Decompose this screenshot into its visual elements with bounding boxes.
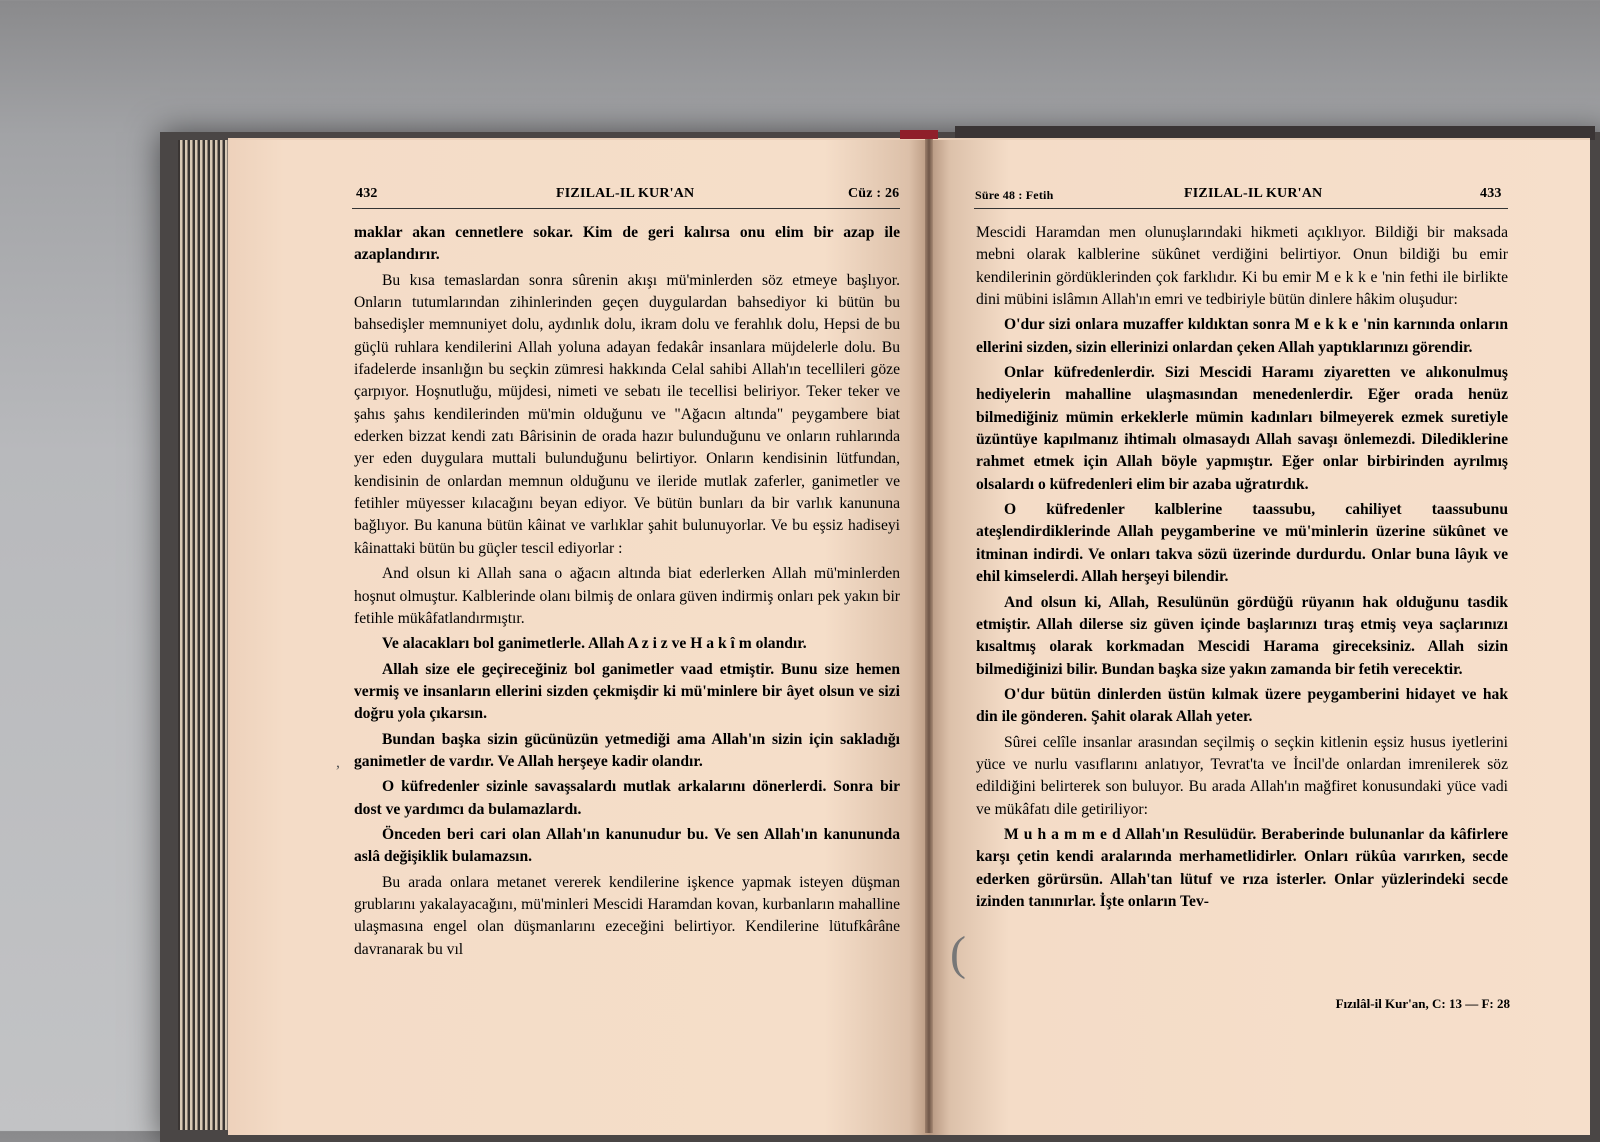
right-paragraph: Sûrei celîle insanlar arasından seçilmiş o seçkin kitlenin eşsiz husus iyetlerini yüce ve nurlu vasıflarını anlatıyor, Tevrat'ta ve İncil'de onlardan imrenilerek söz edildiğini belirterek son buluyor. Bu arada Allah'ın mağfiret konusundaki yüce vadi ve mükâfatı dile getiriliyor: <box>976 733 1508 818</box>
book-gutter <box>925 138 933 1133</box>
right-text-column <box>976 222 1508 913</box>
right-page-number: 433 <box>1480 186 1502 201</box>
left-juz-label: Cüz : 26 <box>848 186 900 201</box>
page-footer-signature: Fızılâl-il Kur'an, C: 13 — F: 28 <box>1335 996 1510 1011</box>
left-paragraph: Önceden beri cari olan Allah'ın kanunudur bu. Ve sen Allah'ın kanununda aslâ değişiklik bulamazsın. <box>354 825 900 866</box>
right-paragraph: And olsun ki, Allah, Resulünün gördüğü rüyanın hak olduğunu tasdik etmiştir. Allah dilerse siz güven içinde başlarınızı tıraş etmiş veya saçlarınızı kısaltmış olarak korkmadan Mescidi Harama gireceksiniz. Allah sizin bilmediğinizi bilir. Bundan başka size yakın zamanda bir fetih verecektir. <box>976 593 1508 678</box>
left-paragraph: Ve alacakları bol ganimetlerle. Allah A z i z ve H a k î m olandır. <box>382 635 807 653</box>
left-paragraph: And olsun ki Allah sana o ağacın altında biat ederlerken Allah mü'minlerden hoşnut olmuştur. Kalblerinde olanı bilmiş de onlara güven indirmiş onları pek yakın bir fetihle mükâfatlandırmıştır. <box>354 565 900 627</box>
page-edges <box>178 140 232 1130</box>
left-paragraph: Bundan başka sizin gücünüzün yetmediği ama Allah'ın sizin için sakladığı ganimetler de vardır. Ve Allah herşeye kadir olandır. <box>354 730 900 770</box>
right-paragraph: O'dur bütün dinlerden üstün kılmak üzere peygamberini hidayet ve hak din ile gönderen. Şahit olarak Allah yeter. <box>976 685 1508 726</box>
left-text-column <box>354 222 900 961</box>
right-paragraph: Mescidi Haramdan men olunuşlarındaki hikmeti açıklıyor. Bildiği bir maksada mebni olarak kalblerine sükûnet verdiğini belirtiyor. Onun bildiği bu emir kendilerinin gördüklerinden çok farklıdır. Ki bu emir M e k k e 'nin fethi ile birlikte dini mübini islâmın Allah'ın emri ve tedbiriyle bütün dinlere hâkim oluşudur: <box>976 224 1508 309</box>
right-paragraph: Onlar küfredenlerdir. Sizi Mescidi Haramı ziyaretten ve alıkonulmuş hediyelerin mahalline ulaşmasından menedenlerdir. Eğer orada henüz bilmediğiniz mümin erkeklerle mümin kadınları bilmeyerek ezmek suretiyle üzüntüye kapılmanız ihtimalı olmasaydı Allah savaşı önlemezdi. Dilediklerine rahmet etmek için Allah böyle yapmıştır. Eğer onlar birbirinden ayrılmış olsalardı o küfredenleri elim bir azaba uğratırdık. <box>976 364 1508 493</box>
left-running-title: FIZILAL-IL KUR'AN <box>556 186 695 201</box>
left-header-rule <box>352 208 900 209</box>
margin-mark: , <box>336 754 340 771</box>
left-page-number: 432 <box>356 186 378 201</box>
left-paragraph: maklar akan cennetlere sokar. Kim de geri kalırsa onu elim bir azap ile azaplandırır. <box>354 224 900 264</box>
left-paragraph: Allah size ele geçireceğiniz bol ganimetler vaad etmiştir. Bunu size hemen vermiş ve insanların ellerini sizden çekmişdir ki mü'minlere bir âyet olsun ve sizi doğru yola çıkarsın. <box>354 660 900 723</box>
right-header-rule <box>974 208 1508 209</box>
bookmark-ribbon <box>900 130 938 139</box>
right-running-title: FIZILAL-IL KUR'AN <box>1184 186 1323 201</box>
right-sure-label: Süre 48 : Fetih <box>975 188 1054 202</box>
left-paragraph: Bu kısa temaslardan sonra sûrenin akışı mü'minlerden söz etmeye başlıyor. Onların tutumlarından zihinlerinden geçen duygulardan bahsediyor ki bütün bu bahsedişler memnuniyet dolu, aydınlık dolu, ikram dolu ve ferahlık dolu, Hepsi de bu güçlü ruhlara kendilerini Allah yoluna adayan fedakâr insanlara müjdelerle dolu. Bu ifadelerde insanlığın bu seçkin zümresi hakkında Celal sahibi Allah'ın tecellileri göze çarpıyor. Hoşnutluğu, müjdesi, nimeti ve sebatı ile tecellisi beliriyor. Teker teker ve şahıs şahıs kendilerinden mü'min olduğunu ve "Ağacın altında" peygambere biat ederken bizzat kendi zatı Bârisinin de orada hazır bulunduğunu ve onların ruhlarında yer eden duygulara muttali bulunduğunu belirtiyor. Onların kendisinin lütfundan, kendisinin de onlardan memnun olduğunu ve ileride mutlak zaferler, ganimetler ve fetihler müyesser kılacağını beyan ediyor. Ve bütün bunları da bir varlık kanununa bağlıyor. Bu kanuna bütün kâinat ve varlıklar şahit bulunuyorlar. Ve bu eşsiz hadiseyi kâinattaki bütün bu güçler tescil ediyorlar : <box>354 271 900 557</box>
right-paragraph: O küfredenler kalblerine taassubu, cahiliyet taassubunu ateşlendirdiklerinde Allah peygamberine ve mü'minlerin üzerine sükûnet ve itminan indirdi. Ve onları takva sözü üzerinde durdurdu. Onlar buna lâyık ve ehil kimselerdi. Allah herşeyi bilendir. <box>976 501 1508 586</box>
margin-bracket: ( <box>950 927 966 980</box>
right-paragraph: M u h a m m e d Allah'ın Resulüdür. Beraberinde bulunanlar da kâfirlere karşı çetin kendi aralarında merhametlidirler. Onları rükûa varırken, secde ederken görürsün. Allah'tan lütuf ve rıza isterler. Onlar yüzlerindeki secde izinden tanınırlar. İşte onların Tev- <box>976 825 1508 910</box>
left-paragraph: Bu arada onlara metanet vererek kendilerine işkence yapmak isteyen düşman grublarını yakalayacağını, mü'minleri Mescidi Haramdan kovan, kurbanların mahalline ulaşmasına engel olan düşmanlarını ezeceğini belirtiyor. Kendilerine lütufkârâne davranarak bu vıl <box>354 873 900 958</box>
right-paragraph: O'dur sizi onlara muzaffer kıldıktan sonra M e k k e 'nin karnında onların ellerini sizden, sizin ellerinizi onlardan çeken Allah yaptıklarınızı görendir. <box>976 316 1508 356</box>
left-paragraph: O küfredenler sizinle savaşsalardı mutlak arkalarını dönerlerdi. Sonra bir dost ve yardımcı da bulamazlardı. <box>354 778 900 818</box>
